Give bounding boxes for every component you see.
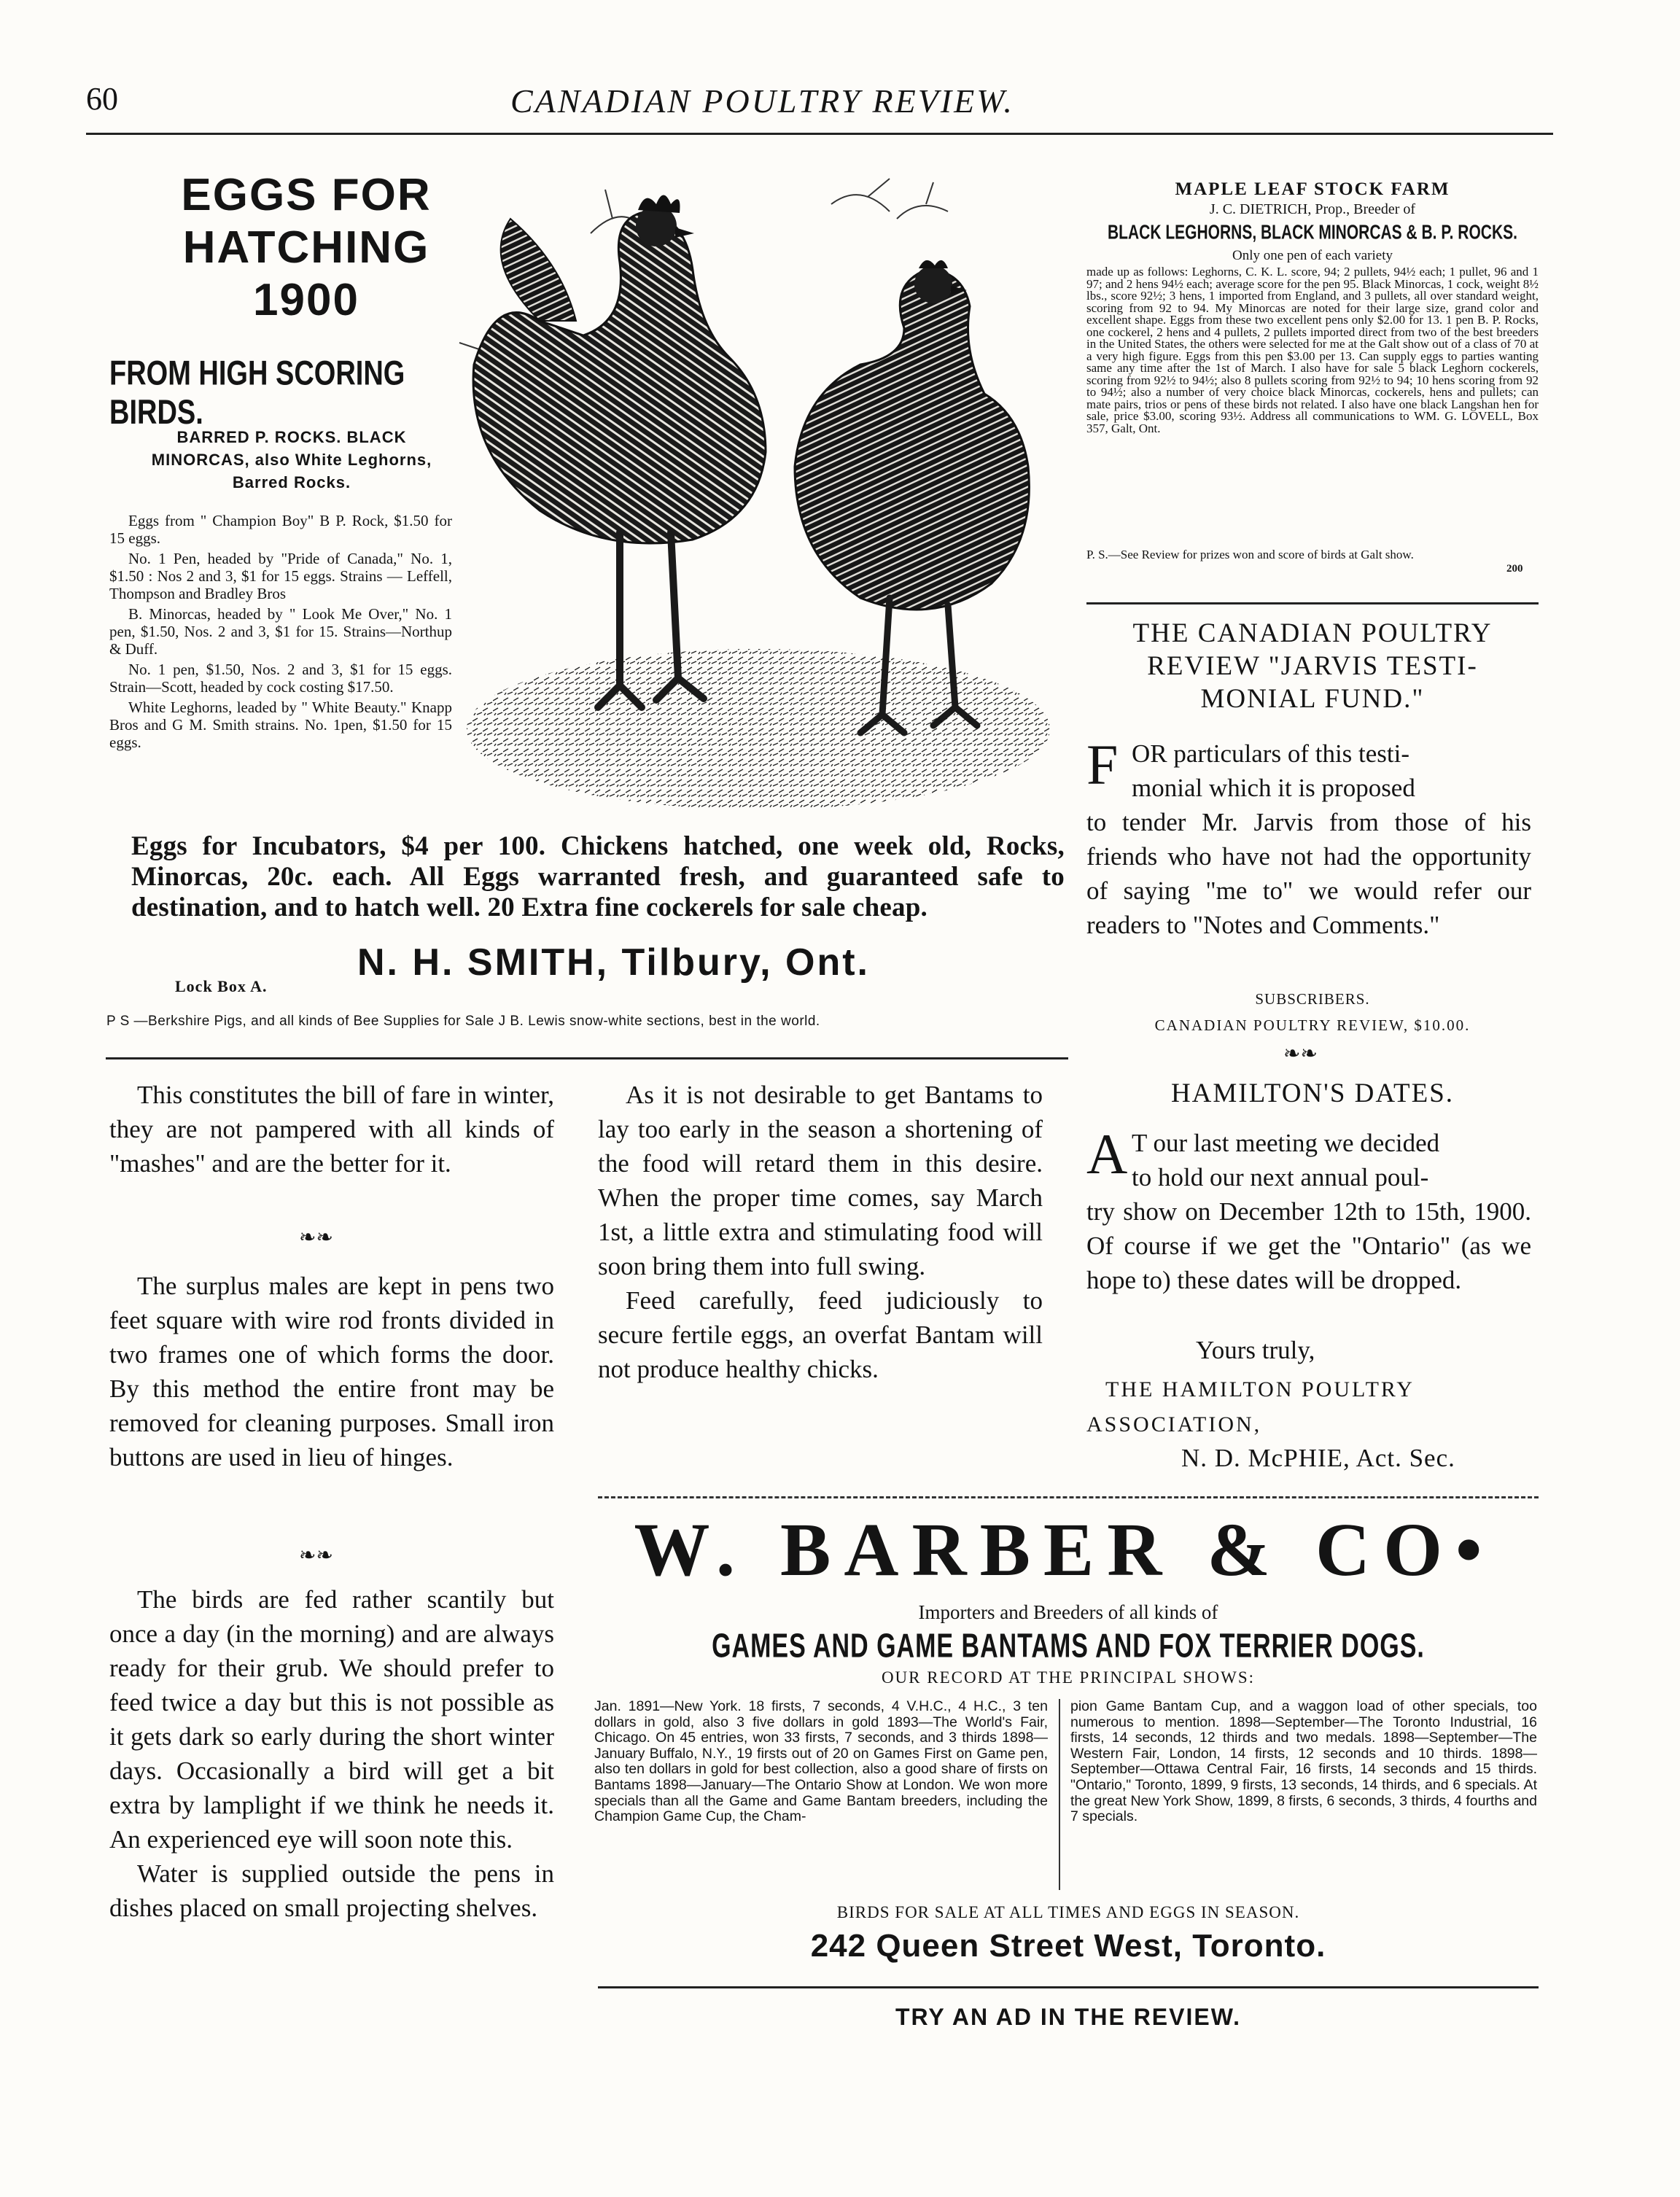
fund-body-line: OR particulars of this testi- xyxy=(1132,739,1410,768)
hamilton-association: THE HAMILTON POULTRY ASSOCIATION, xyxy=(1086,1377,1414,1436)
maple-leaf-proprietor: J. C. DIETRICH, Prop., Breeder of xyxy=(1209,201,1416,217)
maple-leaf-title: MAPLE LEAF STOCK FARM xyxy=(1175,179,1450,199)
lock-box: Lock Box A. xyxy=(175,977,268,995)
drop-cap: A xyxy=(1086,1122,1128,1186)
article-paragraph: The birds are fed rather scantily but once a day (in the morning) and are always ready for their grub. We should prefer to feed twice a day but this is not possible as it gets dark so early during the short winter days. Occasionally a bird will get a bit extra by lamplight if we think he needs it. An experienced eye will soon note this. xyxy=(109,1585,554,1854)
eggs-title-line: HATCHING xyxy=(182,222,430,273)
chicken-illustration xyxy=(452,175,1079,817)
offer-item: No. 1 Pen, headed by "Pride of Canada," No. 1, $1.50 : Nos 2 and 3, $1 for 15 eggs. Strains — Leffell, Thompson and Bradley Bros xyxy=(109,550,452,602)
drop-cap: F xyxy=(1086,733,1119,796)
article-middle-column xyxy=(598,1078,1043,1386)
article-paragraph: As it is not desirable to get Bantams to lay too early in the season a shortening of the food will retard them in this desire. When the proper time comes, say March 1st, a little extra and stimulating food will soon bring them into full swing. xyxy=(598,1081,1043,1280)
barber-ad-address: 242 Queen Street West, Toronto. xyxy=(810,1928,1326,1964)
offer-item: Eggs from " Champion Boy" B P. Rock, $1.50 for 15 eggs. xyxy=(109,512,452,547)
header-rule xyxy=(86,133,1553,135)
barber-ad-birds-for-sale: BIRDS FOR SALE AT ALL TIMES AND EGGS IN SEASON. xyxy=(836,1903,1300,1921)
barber-ad-games: GAMES AND GAME BANTAMS AND FOX TERRIER DOGS. xyxy=(712,1628,1425,1665)
fund-body-line: monial which it is proposed xyxy=(1132,774,1415,802)
article-left-column xyxy=(109,1078,554,1181)
subscribers-heading: SUBSCRIBERS. xyxy=(1255,990,1370,1008)
fleuron-ornament-icon: ❧❧ xyxy=(1283,1043,1318,1065)
eggs-title-line: 1900 xyxy=(253,275,359,325)
fund-heading-line: REVIEW "JARVIS TESTI- xyxy=(1147,651,1478,681)
maple-leaf-ad-number: 200 xyxy=(1506,563,1523,575)
maple-leaf-breeds: BLACK LEGHORNS, BLACK MINORCAS & B. P. ROCKS. xyxy=(1108,222,1517,244)
offer-item: B. Minorcas, headed by " Look Me Over," No. 1 pen, $1.50, Nos. 2 and 3, $1 for 15. Strains—Northup & Duff. xyxy=(109,605,452,658)
right-column-rule xyxy=(1086,602,1539,604)
maple-leaf-ps: P. S.—See Review for prizes won and score of birds at Galt show. xyxy=(1086,548,1414,561)
fund-body xyxy=(1086,733,1531,942)
breeds-line: MINORCAS, also White Leghorns, xyxy=(151,451,432,469)
maple-leaf-one-pen: Only one pen of each variety xyxy=(1232,248,1393,263)
fund-heading-line: MONIAL FUND." xyxy=(1200,684,1425,714)
eggs-ad-subtitle: FROM HIGH SCORING BIRDS. xyxy=(109,354,405,432)
page-number: 60 xyxy=(86,81,118,117)
ad-divider-rule xyxy=(106,1057,1068,1059)
barber-ad-top-rule xyxy=(598,1496,1539,1498)
eggs-ad-breeds xyxy=(117,426,467,494)
incubator-offer: Eggs for Incubators, $4 per 100. Chickens hatched, one week old, Rocks, Minorcas, 20c. each. All Eggs warranted fresh, and guaranteed safe to destination, and to hatch well. 20 Extra fine cockerels for sale cheap. xyxy=(131,831,1065,922)
fund-heading-line: THE CANADIAN POULTRY xyxy=(1132,618,1493,648)
article-left-column-3 xyxy=(109,1582,554,1925)
barber-ad-name: W. BARBER & CO• xyxy=(634,1508,1496,1592)
subscriber-entry: CANADIAN POULTRY REVIEW, $10.00. xyxy=(1154,1016,1471,1034)
hamilton-body xyxy=(1086,1122,1531,1297)
fund-heading xyxy=(1086,617,1539,715)
barber-ad-bottom-rule xyxy=(598,1986,1539,1988)
hamilton-secretary: N. D. McPHIE, Act. Sec. xyxy=(1181,1444,1455,1472)
barber-ad-record-col2: pion Game Bantam Cup, and a waggon load of other specials, too numerous to mention. 1898—September—The Toronto Industrial, 16 firsts, 14 seconds, 12 thirds and two medals. 1898—September—The Western Fair, London, 14 firsts, 12 seconds and 10 thirds. 1898—September—Ottawa Central Fair, 16 firsts, 14 seconds and 15 thirds. "Ontario," Toronto, 1899, 9 firsts, 13 seconds, 14 thirds, and 6 specials. At the great New York Show, 1899, 8 firsts, 6 seconds, 3 thirds, 4 fourths and 7 specials. xyxy=(1070,1698,1537,1825)
breeds-line: Barred Rocks. xyxy=(232,473,351,491)
hamilton-body-rest: try show on December 12th to 15th, 1900. Of course if we get the "Ontario" (as we hope to) these dates will be dropped. xyxy=(1086,1197,1531,1294)
try-ad-footer: TRY AN AD IN THE REVIEW. xyxy=(895,2004,1242,2030)
offer-item: White Leghorns, leaded by " White Beauty." Knapp Bros and G M. Smith strains. No. 1pen, $1.50 for 15 eggs. xyxy=(109,699,452,751)
running-title: CANADIAN POULTRY REVIEW. xyxy=(510,82,1014,120)
eggs-title-line: EGGS FOR xyxy=(181,170,432,220)
maple-leaf-body: made up as follows: Leghorns, C. K. L. score, 94; 2 pullets, 94½ each; 1 pullet, 96 and 1 97; and 2 hens 94½ each; average score for the pen 95. Black Minorcas, 1 cock, weight 8½ lbs., score 92½; 3 hens, 1 imported from England, and 3 pullets, all over standard weight, scoring from 92 to 94. My Minorcas are noted for their large size, grand color and excellent shape. Eggs from these two excellent pens only $2.00 for 13. 1 pen B. P. Rocks, one cockerel, 2 hens and 4 pullets, 2 pullets imported direct from two of the best breeders in the United States, the others were selected for me at the Galt show out of a class of 70 at a very high figure. Eggs from this pen $3.00 per 13. Can supply eggs to parties wanting same any time after the 1st of March. I also have for sale 5 black Leghorn cockerels, scoring from 92½ to 94½; also 8 pullets scoring from 92½ to 94; 10 hens scoring from 92 to 94½; also a number of very choice black Minorcas, cockerels, hens and pullets; can mate pairs, trios or pens of these birds not related. I also have one black Langshan hen for sale, price $3.00, scoring 93½. Address all communications to WM. G. LOVELL, Box 357, Galt, Ont. xyxy=(1086,265,1539,435)
ps-note: P S —Berkshire Pigs, and all kinds of Bee Supplies for Sale J B. Lewis snow-white sections, best in the world. xyxy=(106,1014,820,1029)
fleuron-ornament-icon: ❧❧ xyxy=(299,1226,333,1249)
hamilton-heading: HAMILTON'S DATES. xyxy=(1170,1078,1455,1108)
article-paragraph: The surplus males are kept in pens two feet square with wire rod fronts divided in two frames one of which forms the door. By this method the entire front may be removed for cleaning purposes. Small iron buttons are used in lieu of hinges. xyxy=(109,1272,554,1471)
hamilton-closing: Yours truly, xyxy=(1196,1336,1315,1364)
barber-ad-record-heading: OUR RECORD AT THE PRINCIPAL SHOWS: xyxy=(881,1668,1256,1687)
article-left-column-2 xyxy=(109,1269,554,1474)
barber-ad-importers: Importers and Breeders of all kinds of xyxy=(918,1601,1218,1623)
barber-ad-column-divider xyxy=(1059,1699,1060,1890)
barber-ad-record-col1: Jan. 1891—New York. 18 firsts, 7 seconds, 4 V.H.C., 4 H.C., 3 ten dollars in gold, also 3 five dollars in gold 1893—The World's Fair, Chicago. On 45 entries, won 33 firsts, 7 seconds, and 3 thirds 1898—January Buffalo, N.Y., 19 firsts out of 20 on Games First on Game pen, also ten dollars in gold for best collection, also a good share of firsts on Bantams 1898—January—The Ontario Show at London. We won more specials than all the Game and Game Bantam breeders, including the Champion Game Cup, the Cham- xyxy=(594,1698,1048,1825)
article-paragraph: Feed carefully, feed judiciously to secure fertile eggs, an overfat Bantam will not produce healthy chicks. xyxy=(598,1286,1043,1383)
article-paragraph: Water is supplied outside the pens in dishes placed on small projecting shelves. xyxy=(109,1859,554,1922)
fund-body-rest: to tender Mr. Jarvis from those of his friends who have not had the opportunity of saying "me to" we would refer our readers to "Notes and Comments." xyxy=(1086,808,1531,939)
breeds-line: BARRED P. ROCKS. BLACK xyxy=(176,428,407,446)
article-paragraph: This constitutes the bill of fare in winter, they are not pampered with all kinds of "mashes" and are the better for it. xyxy=(109,1081,554,1178)
eggs-ad-offers xyxy=(109,512,452,754)
fleuron-ornament-icon: ❧❧ xyxy=(299,1544,333,1567)
offer-item: No. 1 pen, $1.50, Nos. 2 and 3, $1 for 15 eggs. Strain—Scott, headed by cock costing $17.50. xyxy=(109,661,452,696)
hamilton-body-line: to hold our next annual poul- xyxy=(1132,1163,1429,1191)
hamilton-body-line: T our last meeting we decided xyxy=(1132,1129,1440,1157)
advertiser-signature: N. H. SMITH, Tilbury, Ont. xyxy=(357,941,870,984)
eggs-ad-title xyxy=(109,169,503,327)
